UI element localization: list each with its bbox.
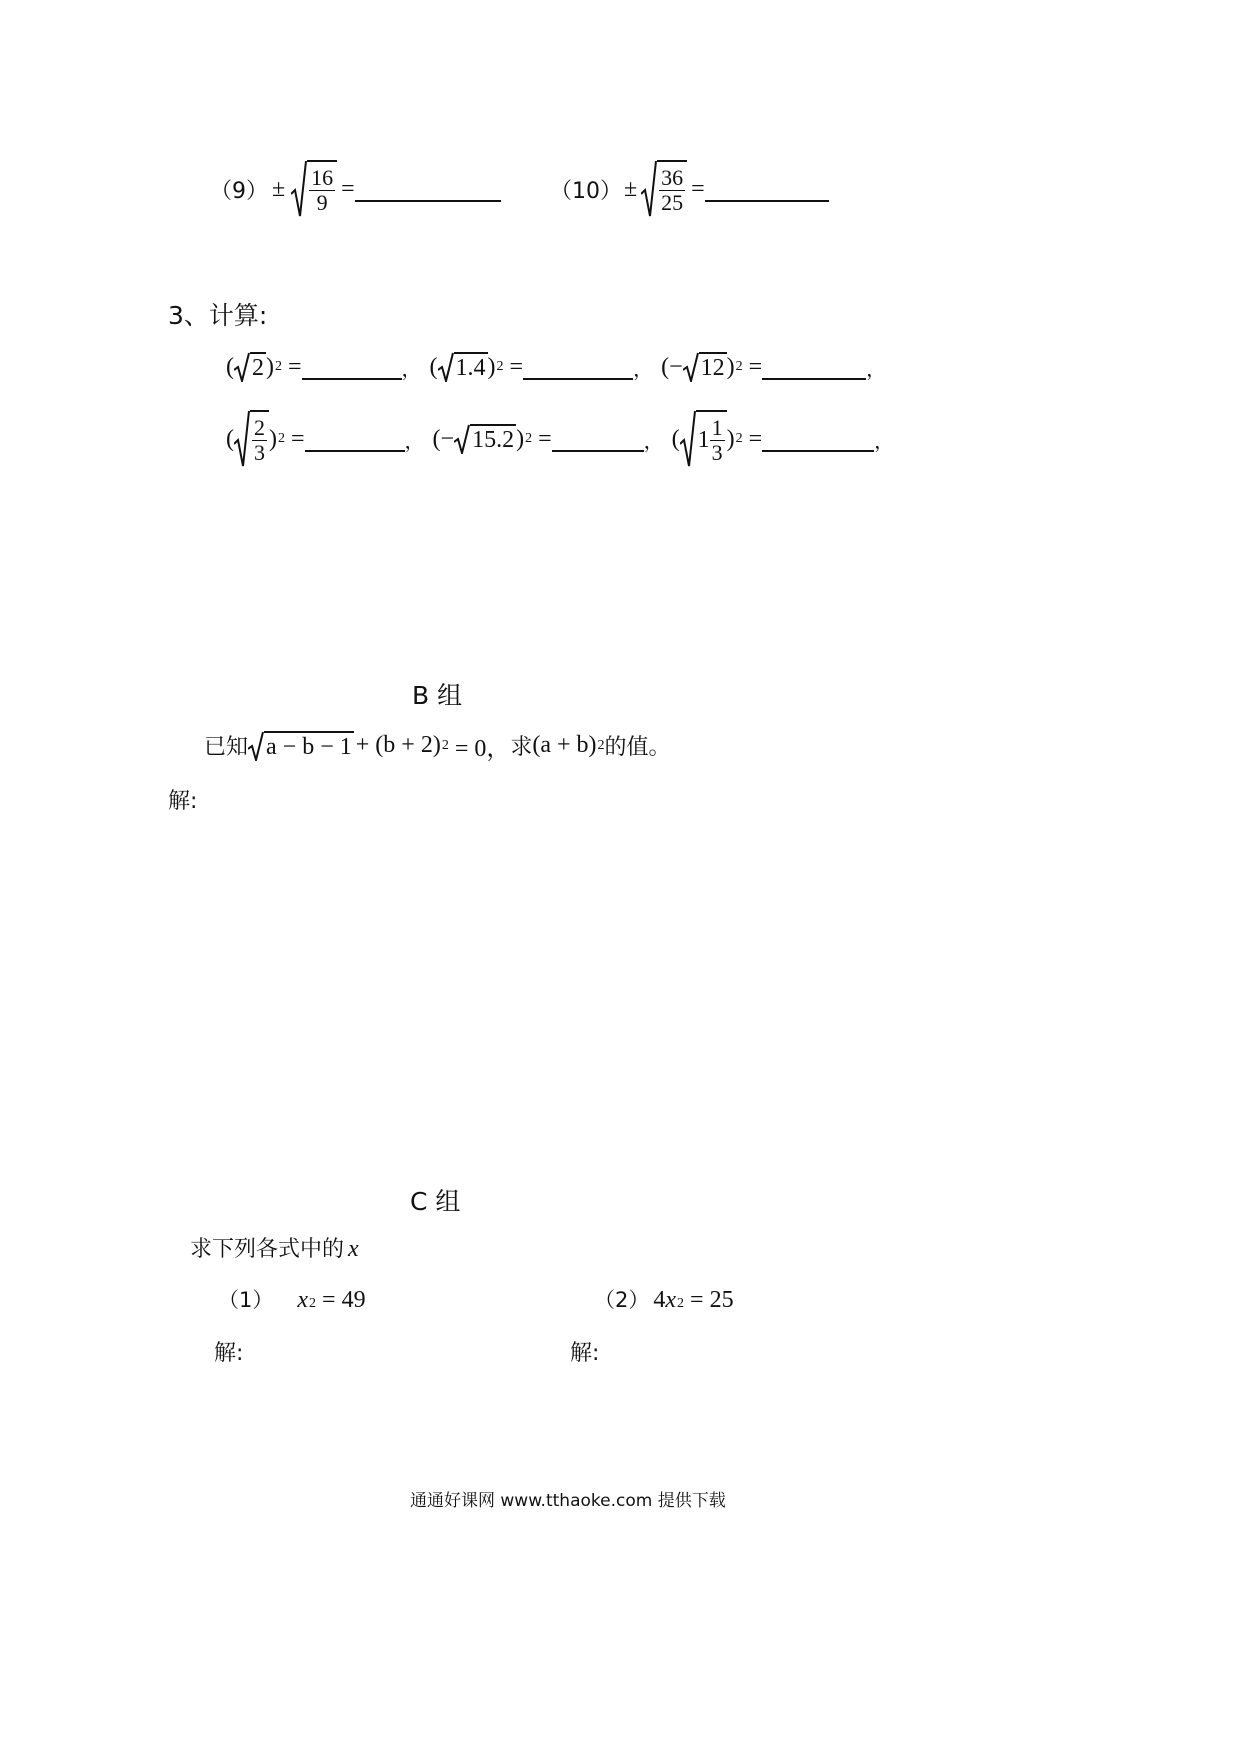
group-b-solution-label: 解: (168, 789, 198, 814)
radicand: 1.4 (454, 352, 488, 382)
numerator: 36 (661, 165, 684, 190)
denominator: 3 (711, 440, 723, 465)
open-paren: ( (671, 425, 680, 452)
calc-item-3 (661, 352, 886, 382)
calc-item-5 (433, 424, 672, 454)
radicand: 2 (250, 352, 266, 382)
open-paren: ( (226, 353, 234, 380)
close-paren: ) (266, 353, 274, 380)
expression-middle: + (b + 2) (355, 732, 441, 758)
equation-rest: = 49 (322, 1287, 366, 1313)
exponent: 2 (735, 359, 743, 374)
group-c-title: C 组 (410, 1187, 461, 1216)
exponent: 2 (525, 431, 533, 446)
problem-prefix: 已知 (204, 735, 249, 760)
exponent: 2 (677, 1296, 685, 1311)
group-c-problem-1 (218, 1284, 366, 1314)
fraction (659, 166, 685, 215)
numerator: 1 (711, 415, 723, 440)
question-9-label: （9） (210, 178, 268, 204)
whole-part: 1 (697, 427, 710, 453)
question-9 (210, 160, 501, 218)
radical (234, 410, 269, 468)
open-paren: (− (432, 425, 455, 452)
calc-item-6 (672, 410, 895, 468)
numerator: 2 (254, 415, 265, 440)
close-paren: ) (516, 425, 525, 452)
group-c-solution-label-2: 解: (570, 1341, 600, 1366)
variable: x (297, 1287, 309, 1313)
coefficient: 4 (653, 1287, 666, 1313)
radical (683, 352, 727, 382)
equals-sign: = (341, 175, 355, 202)
calc-item-1 (226, 352, 430, 382)
answer-blank (705, 199, 829, 202)
exponent: 2 (275, 359, 282, 374)
calc-row-1 (226, 352, 886, 382)
separator: ， (866, 356, 887, 381)
variable: x (665, 1287, 677, 1313)
radical-sign-icon (683, 352, 699, 382)
fraction (252, 416, 267, 465)
group-b-title: B 组 (412, 681, 463, 710)
answer-blank (762, 449, 874, 452)
answer-blank (302, 377, 402, 380)
question-10 (550, 160, 829, 218)
separator: ， (633, 356, 654, 381)
radical (291, 160, 337, 218)
radicand: a − b − 1 (264, 731, 354, 761)
instruction-text: 求下列各式中的 (190, 1237, 345, 1262)
close-paren: ) (269, 425, 277, 452)
problem-label: （2） (594, 1288, 650, 1312)
close-paren: ) (726, 353, 735, 380)
open-paren: ( (429, 353, 438, 380)
calc-item-2 (430, 352, 662, 382)
question-10-label: （10） (550, 178, 622, 204)
denominator: 9 (316, 190, 328, 215)
separator: ， (401, 356, 422, 381)
radical (641, 160, 687, 218)
exponent: 2 (735, 431, 743, 446)
equals-sign: = (538, 425, 552, 452)
radical-sign-icon (438, 352, 454, 382)
fraction (309, 166, 335, 215)
section-3-title: 3、计算: (168, 301, 268, 330)
radical (234, 352, 266, 382)
radical-sign-icon (454, 424, 470, 454)
separator: ， (404, 428, 425, 453)
radical-sign-icon (680, 410, 696, 468)
group-b-problem (204, 728, 671, 763)
group-c-problem-2 (594, 1284, 734, 1314)
fraction (710, 416, 725, 465)
plus-minus-sign: ± (272, 175, 286, 202)
equals-sign: = (288, 353, 302, 380)
radical-sign-icon (234, 352, 250, 382)
radical-sign-icon (291, 160, 307, 218)
equals-sign: = (691, 175, 705, 202)
exponent: 2 (441, 737, 449, 753)
answer-blank (355, 199, 501, 202)
radical-sign-icon (234, 410, 250, 468)
separator: ， (643, 428, 664, 453)
exponent: 2 (597, 737, 605, 753)
ask-text: 求 (510, 735, 533, 760)
numerator: 16 (311, 165, 334, 190)
open-paren: ( (226, 425, 234, 452)
group-c-instruction (190, 1232, 359, 1263)
expression-tail: = 0， (454, 736, 511, 762)
radicand: 12 (699, 352, 727, 382)
equation-rest: = 25 (690, 1287, 734, 1313)
close-paren: ) (487, 353, 496, 380)
answer-blank (762, 377, 866, 380)
footer-text: 通通好课网 www.tthaoke.com 提供下载 (410, 1491, 726, 1511)
calc-item-4 (226, 410, 433, 468)
answer-blank (523, 377, 633, 380)
radicand (657, 160, 687, 218)
group-c-solution-label-1: 解: (214, 1341, 244, 1366)
radical (438, 352, 488, 382)
denominator: 3 (254, 440, 265, 465)
problem-label: （1） (218, 1288, 274, 1312)
answer-blank (552, 449, 644, 452)
radicand (250, 410, 269, 468)
calc-row-2 (226, 410, 894, 468)
close-paren: ) (726, 425, 735, 452)
equals-sign: = (748, 425, 763, 452)
radicand (307, 160, 337, 218)
equals-sign: = (748, 353, 763, 380)
radicand: 15.2 (470, 424, 516, 454)
radical (454, 424, 516, 454)
radical-sign-icon (641, 160, 657, 218)
equals-sign: = (291, 425, 305, 452)
exponent: 2 (278, 431, 285, 446)
radical (680, 410, 727, 468)
open-paren: (− (661, 353, 683, 380)
radical-sign-icon (248, 731, 264, 761)
exponent: 2 (496, 359, 504, 374)
radicand (696, 410, 727, 468)
equals-sign: = (509, 353, 524, 380)
ask-expression: (a + b) (532, 732, 597, 758)
ask-tail: 的值。 (604, 735, 671, 760)
denominator: 25 (661, 190, 684, 215)
variable: x (348, 1236, 359, 1262)
plus-minus-sign: ± (624, 175, 638, 202)
separator: ， (874, 428, 895, 453)
answer-blank (305, 449, 405, 452)
radical (248, 731, 354, 761)
exponent: 2 (309, 1296, 317, 1311)
